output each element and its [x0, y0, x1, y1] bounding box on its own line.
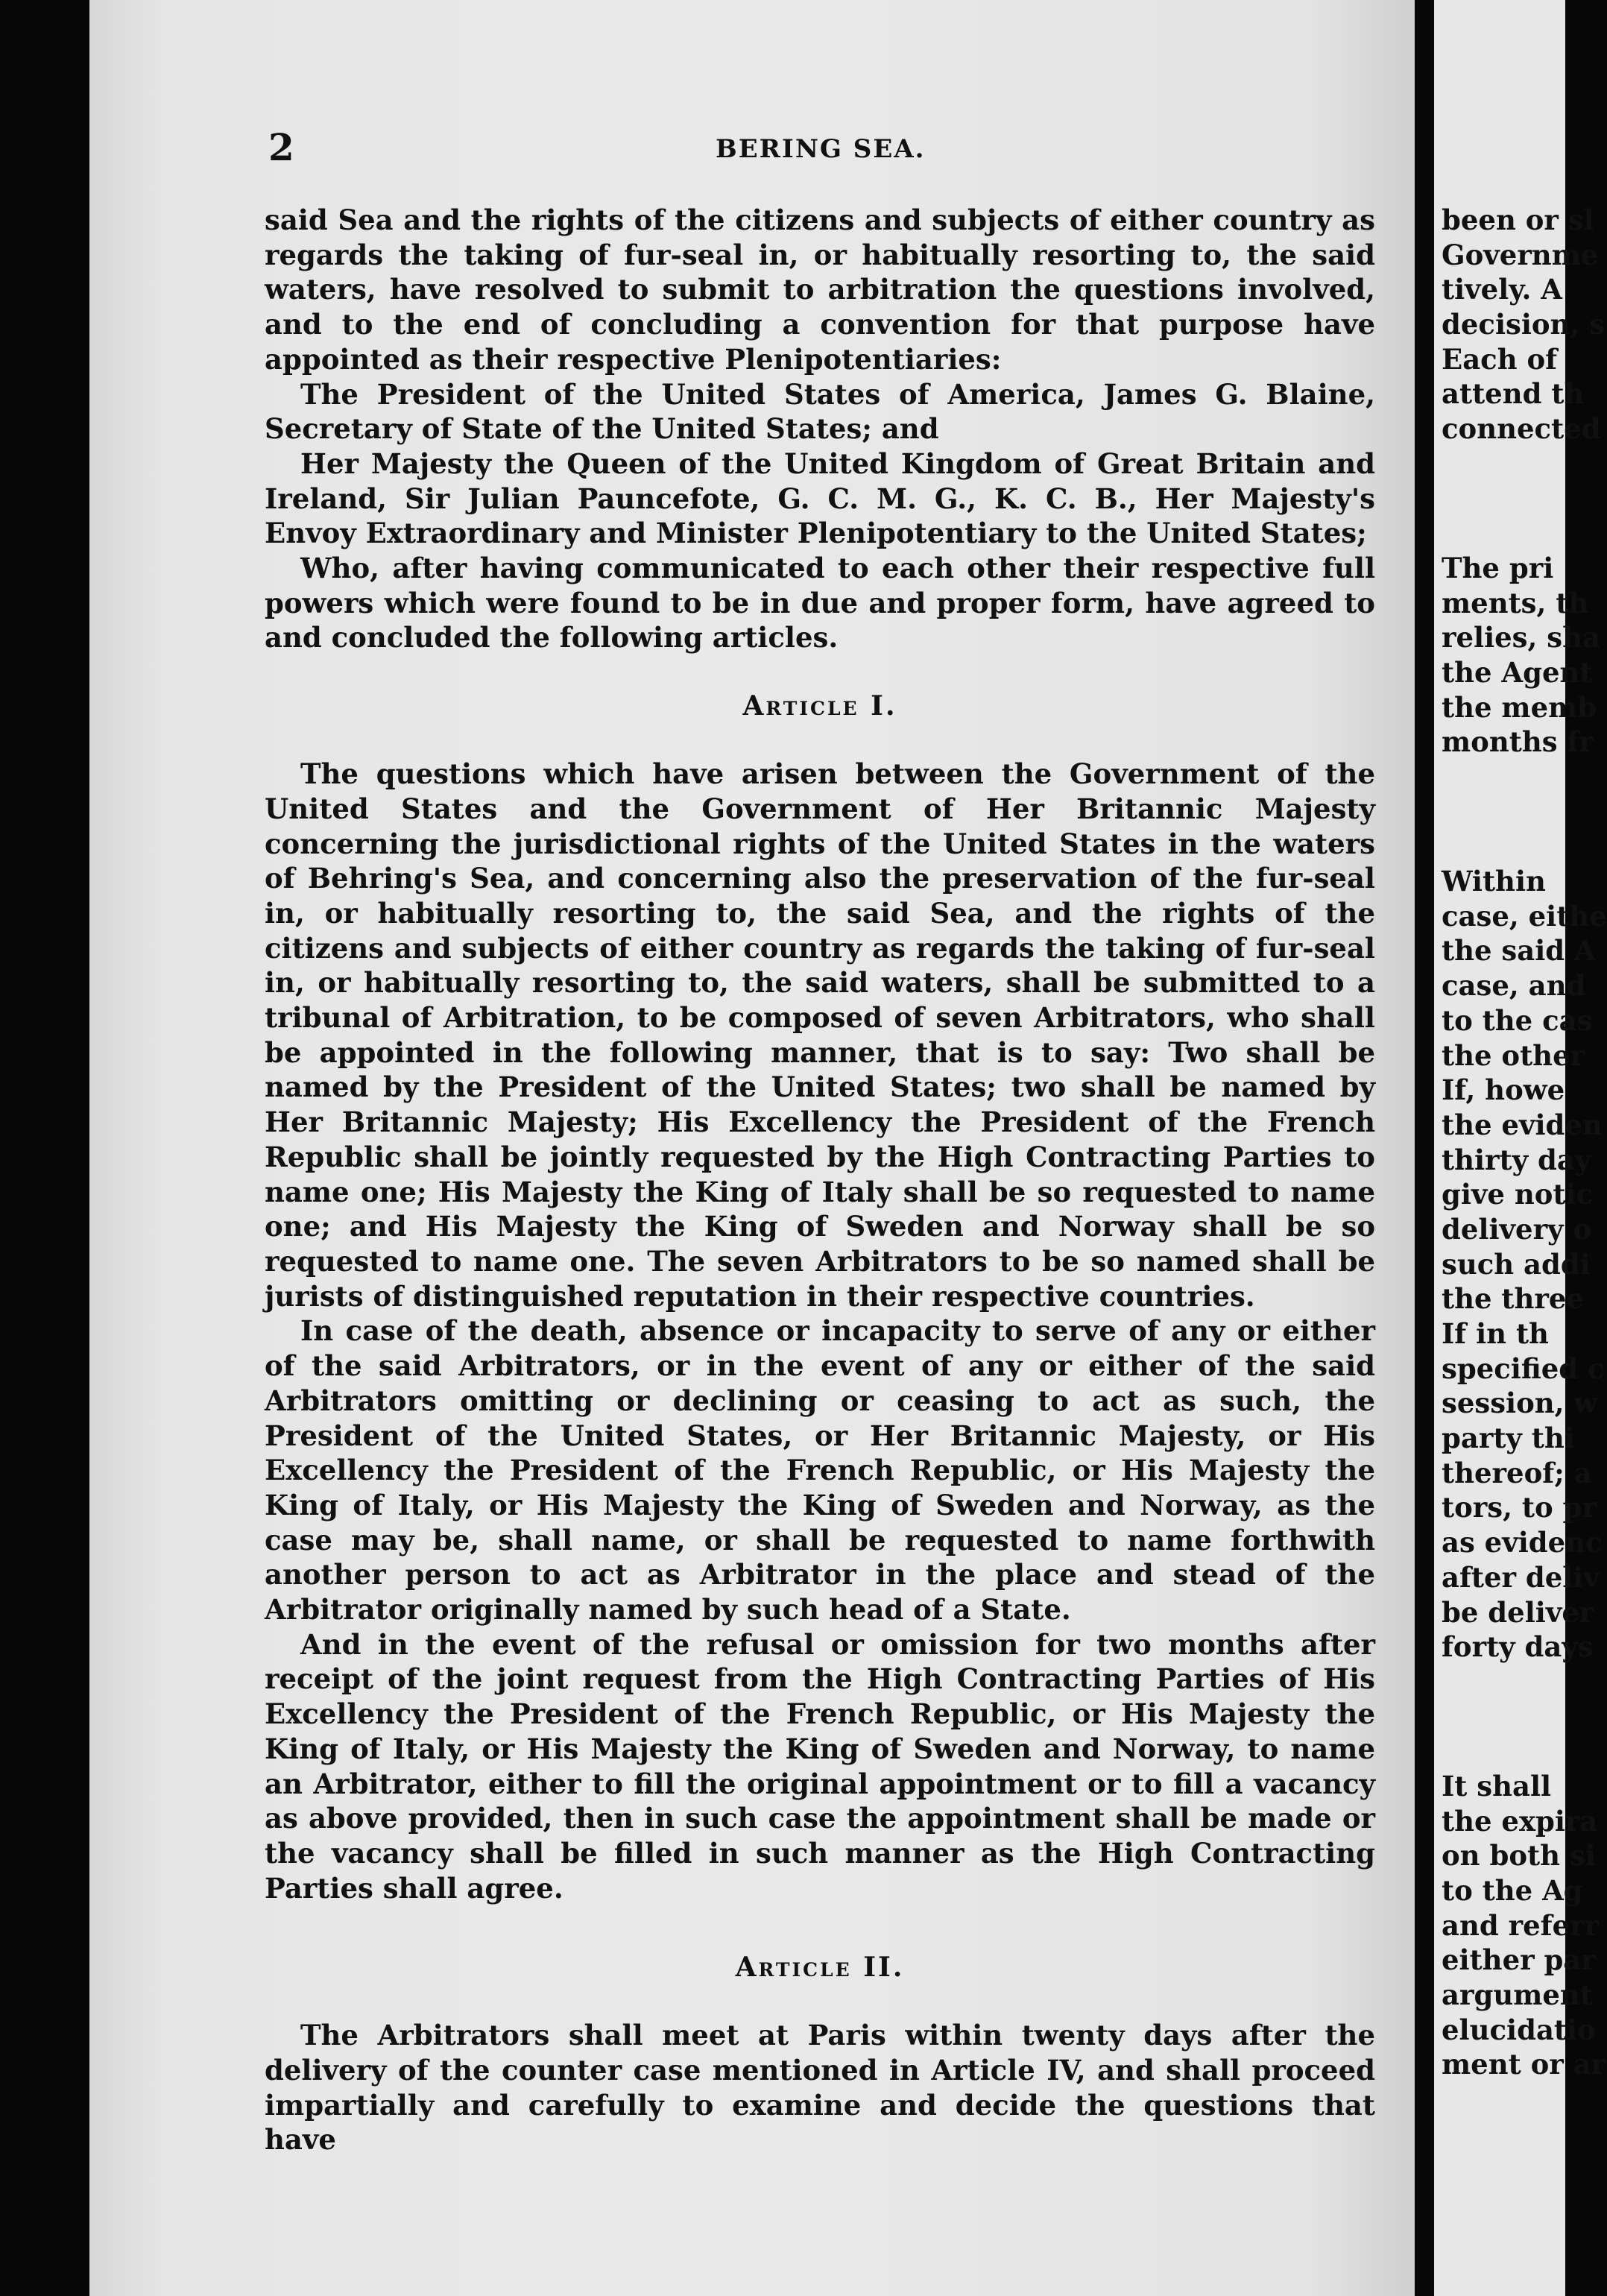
facing-page-line: ment or ar	[1442, 2048, 1606, 2081]
facing-page-line: the other	[1442, 1038, 1585, 1072]
facing-page-text	[1442, 203, 1607, 2082]
facing-page-line: Governme	[1442, 238, 1599, 271]
paragraph: The Arbitrators shall meet at Paris within twenty days after the delivery of the counter case mentioned in Article IV, and shall proceed impartially and carefully to examine and decide the questions that have	[265, 2019, 1375, 2157]
facing-page-line: session, w	[1442, 1387, 1598, 1420]
facing-page-line: months fr	[1442, 725, 1594, 759]
facing-page-line: such addi	[1442, 1247, 1591, 1281]
facing-page-line: the memb	[1442, 690, 1597, 724]
facing-page-line: thereof; a	[1442, 1456, 1592, 1489]
facing-page-line: delivery o	[1442, 1212, 1592, 1246]
facing-page-line: If in th	[1442, 1317, 1549, 1350]
page-number: 2	[268, 125, 294, 169]
facing-page-line	[1442, 482, 1591, 517]
facing-page-line: the said A	[1442, 934, 1596, 968]
running-head	[268, 125, 1386, 170]
facing-page-line	[1442, 447, 1591, 482]
facing-page-line: relies, sha	[1442, 621, 1600, 655]
paragraph: The questions which have arisen between the Government of the United States and the Government of Her Britannic Majesty concerning the jurisdictional rights of the United States in the waters of Behring's Sea, and concerning also the preservation of the fur-seal in, or habitually resorting to, the said Sea, and the rights of the citizens and subjects of either country as regards the taking of fur-seal in, or habitually resorting to, the said waters, shall be submitted to a tribunal of Arbitration, to be composed of seven Arbitrators, who shall be appointed in the following manner, that is to say: Two shall be named by the President of the United States; two shall be named by Her Britannic Majesty; His Excellency the President of the French Republic shall be jointly requested by the High Contracting Parties to name one; His Majesty the King of Italy shall be so requested to name one; and His Majesty the King of Sweden and Norway shall be so requested to name one. The seven Arbitrators to be so named shall be jurists of distinguished reputation in their respective countries.	[265, 757, 1375, 1313]
facing-page-line: and referr	[1442, 1908, 1600, 1942]
facing-page-line: either par	[1442, 1943, 1596, 1977]
facing-page-line: after deliv	[1442, 1560, 1600, 1594]
facing-page-line	[1442, 760, 1591, 795]
facing-page-line: The pri	[1442, 551, 1554, 584]
facing-page-line: the expira	[1442, 1804, 1598, 1838]
facing-page-line	[1442, 795, 1591, 830]
facing-page-line: be deliver	[1442, 1595, 1594, 1629]
paragraph: In case of the death, absence or incapacity to serve of any or either of the said Arbitrators, or in the event of any or either of the said Arbitrators omitting or declining or ceasing to act as such, the President of the United States, or Her Britannic Majesty, or His Excellency the President of the French Republic, or His Majesty the King of Italy, or His Majesty the King of Sweden and Norway, as the case may be, shall name, or shall be requested to name forthwith another person to act as Arbitrator in the place and stead of the Arbitrator originally named by such head of a State.	[265, 1314, 1375, 1627]
paragraph: Her Majesty the Queen of the United Kingdom of Great Britain and Ireland, Sir Julian Pauncefote, G. C. M. G., K. C. B., Her Majesty's Envoy Extraordinary and Minister Plenipotentiary to the United States;	[265, 447, 1375, 550]
facing-page-line: connected	[1442, 412, 1601, 446]
facing-page-line: elucidatio	[1442, 2013, 1596, 2046]
facing-page-line: to the Ag	[1442, 1874, 1583, 1907]
paragraph: And in the event of the refusal or omission for two months after receipt of the joint request from the High Contracting Parties of His Excellency the President of the French Republic, or His Majesty the King of Italy, or His Majesty the King of Sweden and Norway, to name an Arbitrator, either to fill the original appointment or to fill a vacancy as above provided, then in such case the appointment shall be made or the vacancy shall be filled in such manner as the High Contracting Parties shall agree.	[265, 1627, 1375, 1905]
facing-page-line: It shall	[1442, 1769, 1552, 1803]
facing-page-line	[1442, 516, 1591, 551]
facing-page-line: on both si	[1442, 1839, 1596, 1873]
running-title: BERING SEA.	[716, 134, 926, 164]
facing-page-line: party thi	[1442, 1422, 1575, 1455]
facing-page-line: attend th	[1442, 377, 1585, 411]
paragraph: said Sea and the rights of the citizens and subjects of either country as regards the taking of fur-seal in, or habitually resorting to, the said waters, have resolved to submit to arbitration the questions involved, and to the end of concluding a convention for that purpose have appointed as their respective Plenipotentiaries:	[265, 204, 1375, 376]
facing-page-line: case, eithe	[1442, 899, 1607, 933]
facing-page-line	[1442, 1700, 1591, 1735]
facing-page-line: case, and	[1442, 969, 1586, 1003]
body-text	[265, 203, 1375, 2157]
book-gutter	[1415, 0, 1434, 2296]
facing-page-line: give notic	[1442, 1178, 1594, 1211]
paragraph: The President of the United States of America, James G. Blaine, Secretary of State of the United States; and	[265, 377, 1375, 446]
facing-page-line: decision, s	[1442, 308, 1606, 341]
facing-page	[1434, 0, 1607, 2296]
facing-page-line: tively. A	[1442, 273, 1562, 306]
facing-page-line: specified c	[1442, 1352, 1605, 1385]
article-heading: Article I.	[742, 690, 897, 722]
facing-page-line: Within	[1442, 865, 1546, 898]
facing-page-line	[1442, 1734, 1591, 1769]
facing-page-line: been or sl	[1442, 204, 1594, 236]
facing-page-line: argument	[1442, 1978, 1593, 2012]
facing-page-line: thirty day	[1442, 1143, 1591, 1176]
facing-page-line: ments, th	[1442, 586, 1589, 619]
article-heading: Article II.	[735, 1952, 905, 1984]
facing-page-line	[1442, 829, 1591, 864]
facing-page-line: tors, to pr	[1442, 1491, 1597, 1524]
paragraph: Who, after having communicated to each other their respective full powers which were found to be in due and proper form, have agreed to and concluded the following articles.	[265, 552, 1375, 655]
facing-page-line: the Agent	[1442, 655, 1593, 689]
facing-page-line: the three	[1442, 1282, 1584, 1316]
facing-page-line: Each of	[1442, 342, 1558, 376]
facing-page-line: to the cas	[1442, 1003, 1593, 1037]
facing-page-line: forty days	[1442, 1630, 1594, 1664]
facing-page-line: as evidenc	[1442, 1526, 1603, 1559]
facing-page-line: the eviden	[1442, 1108, 1603, 1141]
facing-page-line	[1442, 1665, 1591, 1700]
facing-page-line: If, howe	[1442, 1073, 1565, 1107]
